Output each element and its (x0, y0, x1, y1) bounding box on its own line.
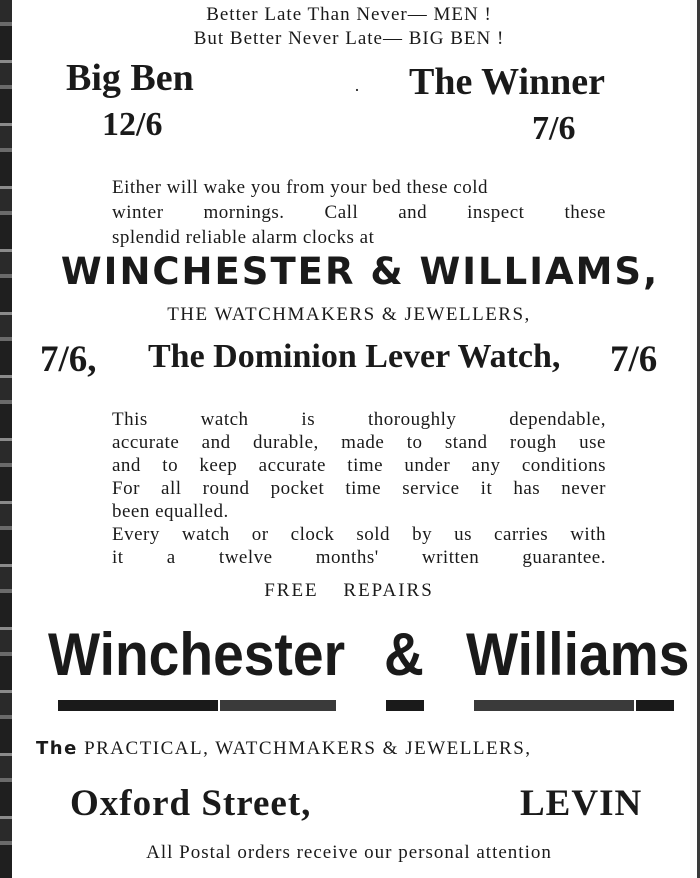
torn-left-edge (0, 0, 12, 878)
clock-name-big-ben: Big Ben (66, 57, 194, 99)
clock-copy-line: splendid reliable alarm clocks at (112, 227, 375, 248)
logo-underline (58, 700, 218, 711)
tagline-line-2: But Better Never Late— BIG BEN ! (193, 28, 505, 49)
logo-word-winchester: Winchester (48, 621, 346, 688)
watch-title: The Dominion Lever Watch, (148, 338, 561, 375)
clock-copy-line: Either will wake you from your bed these cold (112, 177, 489, 198)
watch-copy-line: Every watch or clock sold by us carries with (112, 524, 606, 545)
practical-rest: PRACTICAL, WATCHMAKERS & JEWELLERS, (84, 738, 532, 759)
watch-copy-line: been equalled. (112, 501, 229, 522)
watch-copy-line: This watch is thoroughly dependable, (112, 409, 606, 430)
address-street: Oxford Street, (70, 783, 312, 824)
watch-copy-line: accurate and durable, made to stand rough use (112, 432, 606, 453)
watch-copy-line: it a twelve months' written guarantee. (112, 547, 606, 568)
clock-name-the-winner: The Winner (409, 61, 606, 103)
firm-name-heading: WINCHESTER & WILLIAMS, (60, 250, 660, 293)
tagline-line-1: Better Late Than Never— MEN ! (206, 4, 492, 25)
watch-price-left: 7/6, (40, 339, 97, 380)
clock-price-the-winner: 7/6 (532, 110, 576, 147)
watch-description (112, 408, 606, 569)
advertisement (14, 0, 694, 878)
practical-the: The (36, 738, 78, 759)
logo-word-williams: Williams (466, 621, 690, 688)
clock-price-big-ben: 12/6 (102, 106, 163, 143)
logo-underline (220, 700, 336, 711)
logo-underline (474, 700, 634, 711)
watch-price-right: 7/6 (610, 339, 658, 380)
logo-underline (386, 700, 424, 711)
dot-ornament: · (354, 80, 360, 100)
firm-subtitle: THE WATCHMAKERS & JEWELLERS, (167, 304, 531, 325)
postal-note: All Postal orders receive our personal attention (146, 842, 552, 863)
clock-description (112, 175, 606, 250)
watch-copy-line: and to keep accurate time under any conditions (112, 455, 606, 476)
address-town: LEVIN (520, 783, 643, 824)
practical-subtitle (36, 738, 696, 760)
logo-underline (636, 700, 674, 711)
watch-copy-line: For all round pocket time service it has never (112, 478, 606, 499)
clock-copy-line: winter mornings. Call and inspect these (112, 202, 606, 223)
logo-ampersand: & (384, 621, 424, 688)
free-repairs: FREE REPAIRS (264, 580, 434, 601)
